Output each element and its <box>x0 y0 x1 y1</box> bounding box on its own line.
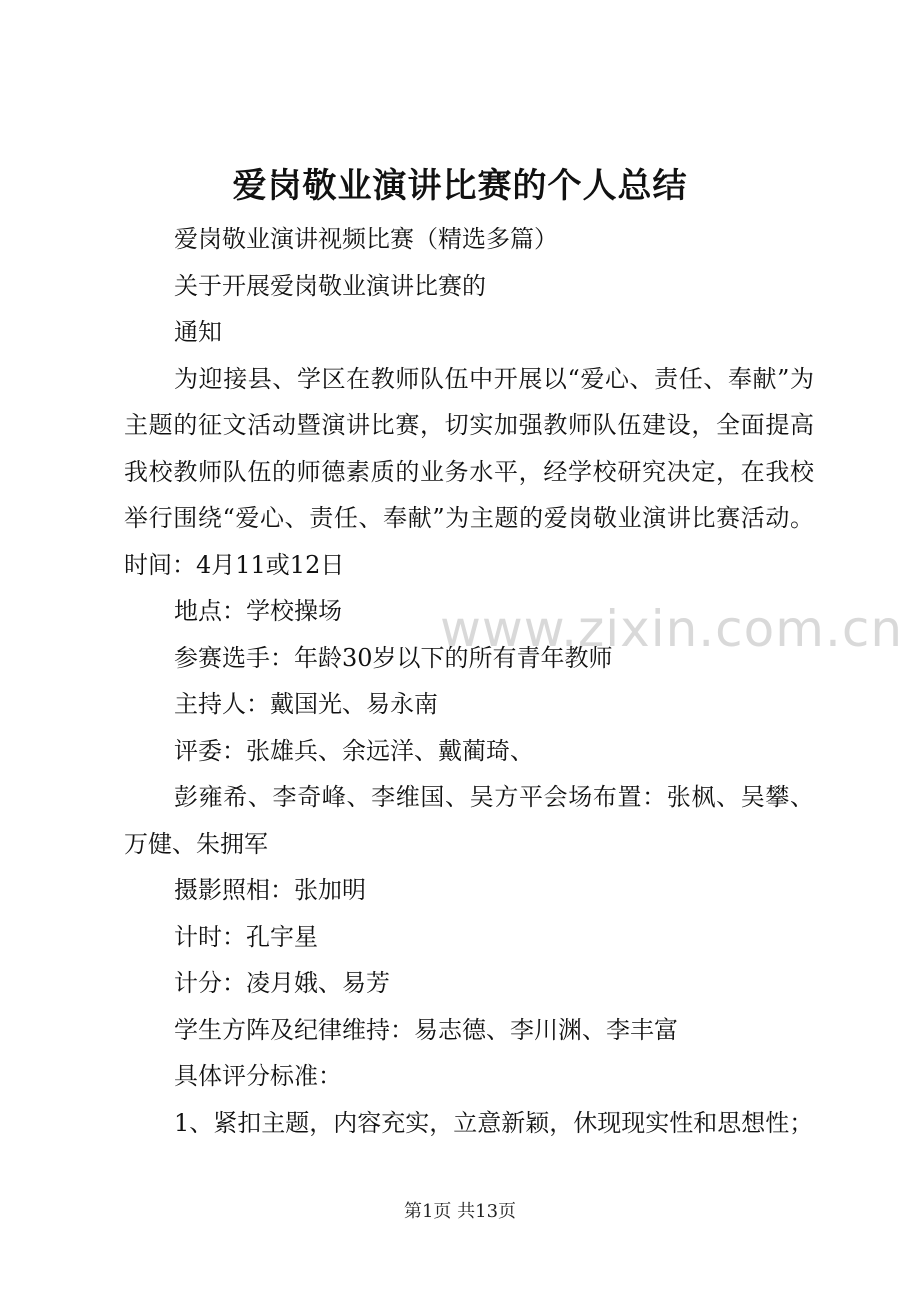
page-footer: 第1页 共13页 <box>403 1201 517 1222</box>
paragraph-notice-heading: 关于开展爱岗敬业演讲比赛的 <box>174 271 486 300</box>
paragraph-photography: 摄影照相：张加明 <box>174 876 366 904</box>
paragraph-hosts: 主持人：戴国光、易永南 <box>174 690 438 718</box>
paragraph-judges: 评委：张雄兵、余远洋、戴蔺琦、 <box>174 736 534 765</box>
paragraph-contestants: 参赛选手：年龄30岁以下的所有青年教师 <box>174 643 613 672</box>
paragraph-judges-venue: 彭雍希、李奇峰、李维国、吴方平会场布置：张枫、吴攀、万健、朱拥军 <box>124 783 814 858</box>
paragraph-scoring: 计分：凌月娥、易芳 <box>174 969 390 997</box>
paragraph-intro: 为迎接县、学区在教师队伍中开展以“爱心、责任、奉献”为主题的征文活动暨演讲比赛，切实加强教师队伍建设，全面提高我校教师队伍的师德素质的业务水平，经学校研究决定，在我校举行围绕“爱心、责任、奉献”为主题的爱岗敬业演讲比赛活动。时间：4月11或12日 <box>124 364 814 579</box>
paragraph-criteria-1: 1、紧扣主题，内容充实，立意新颖，休现现实性和思想性； <box>174 1108 814 1137</box>
paragraph-subtitle: 爱岗敬业演讲视频比赛（精选多篇） <box>174 225 558 253</box>
watermark: www.zixin.com.cn <box>440 600 904 658</box>
paragraph-timing: 计时：孔宇星 <box>174 922 318 951</box>
paragraph-criteria-heading: 具体评分标准： <box>174 1062 342 1090</box>
paragraph-discipline: 学生方阵及纪律维持：易志德、李川渊、李丰富 <box>174 1015 678 1044</box>
document-body <box>124 216 814 1146</box>
document-title: 爱岗敬业演讲比赛的个人总结 <box>232 166 688 206</box>
paragraph-notice-word: 通知 <box>174 318 222 346</box>
paragraph-location: 地点：学校操场 <box>174 597 342 625</box>
